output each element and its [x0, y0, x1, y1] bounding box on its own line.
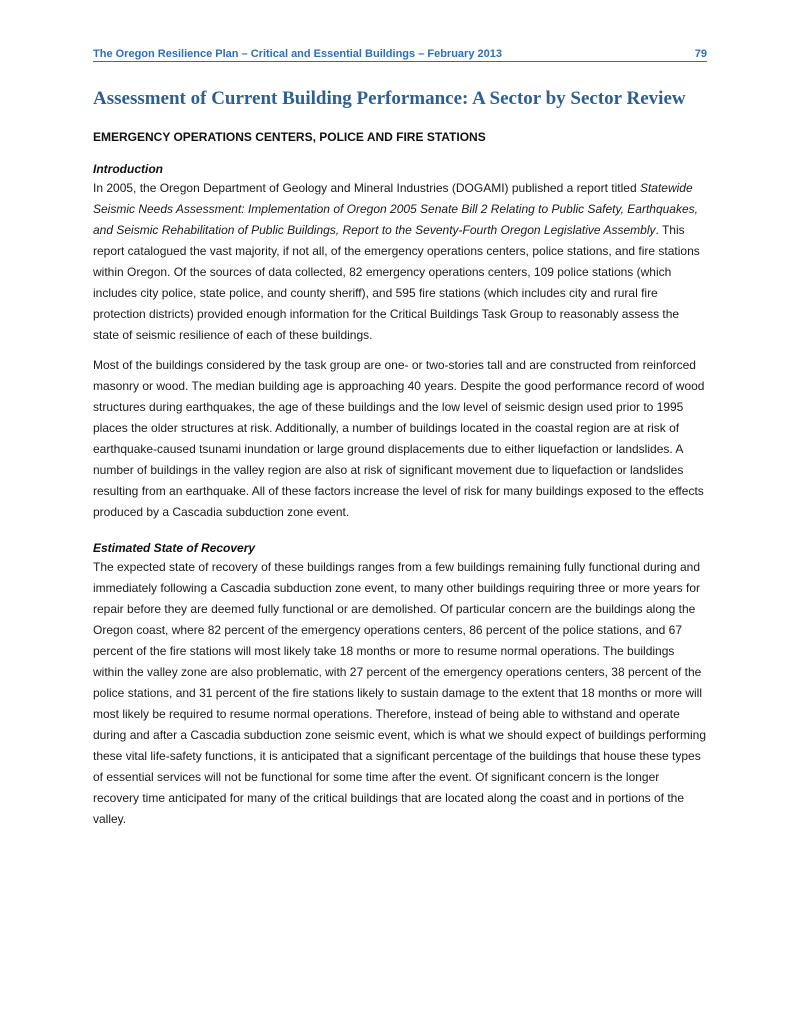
- running-header: [93, 48, 707, 62]
- page-title: Assessment of Current Building Performance: A Sector by Sector Review: [93, 88, 686, 109]
- introduction-paragraph-2: Most of the buildings considered by the task group are one- or two-stories tall and are constructed from reinforced masonry or wood. The median building age is approaching 40 years. Despite the good performance record of wood structures during earthquakes, the age of these buildings and the low level of seismic design used prior to 1995 places the older structures at risk. Additionally, a number of buildings located in the coastal region are at risk of earthquake-caused tsunami inundation or large ground displacements due to either liquefaction or landslides. A number of buildings in the valley region are also at risk of significant movement due to liquefaction or landslides resulting from an earthquake. All of these factors increase the level of risk for many buildings exposed to the effects produced by a Cascadia subduction zone event.: [93, 358, 705, 519]
- report-title: Statewide Seismic Needs Assessment: Implementation of Oregon 2005 Senate Bill 2 Relating to Public Safety, Earthquakes, and Seismic Rehabilitation of Public Buildings, Report to the Seventy-Fourth Oregon Legislative Assembly: [93, 181, 698, 237]
- recovery-heading: Estimated State of Recovery: [93, 541, 256, 555]
- introduction-paragraph-1-lead: In 2005, the Oregon Department of Geology and Mineral Industries (DOGAMI) published a report titled: [93, 181, 640, 195]
- document-page: [93, 48, 707, 839]
- introduction-paragraph-1-rest: . This report catalogued the vast majority, if not all, of the emergency operations centers, police stations, and fire stations within Oregon. Of the sources of data collected, 82 emergency operations centers, 109 police stations (which includes city police, state police, and county sheriff), and 595 fire stations (which includes city and rural fire protection districts) provided enough information for the Critical Buildings Task Group to reasonably assess the state of seismic resilience of each of these buildings.: [93, 223, 700, 342]
- running-header-title: The Oregon Resilience Plan – Critical and Essential Buildings – February 2013: [93, 48, 502, 60]
- page-number: 79: [694, 48, 707, 60]
- section-heading: EMERGENCY OPERATIONS CENTERS, POLICE AND FIRE STATIONS: [93, 130, 486, 144]
- recovery-paragraph-1: The expected state of recovery of these buildings ranges from a few buildings remaining fully functional during and immediately following a Cascadia subduction zone event, to many other buildings requiring three or more years for repair before they are deemed fully functional or are demolished. Of particular concern are the buildings along the Oregon coast, where 82 percent of the emergency operations centers, 86 percent of the police stations, and 67 percent of the fire stations will most likely take 18 months or more to resume normal operations. The buildings within the valley zone are also problematic, with 27 percent of the emergency operations centers, 38 percent of the police stations, and 31 percent of the fire stations likely to sustain damage to the extent that 18 months or more will most likely be required to resume normal operations. Therefore, instead of being able to withstand and operate during and after a Cascadia subduction zone seismic event, which is what we should expect of buildings performing these vital life-safety functions, it is anticipated that a significant percentage of the buildings that house these types of essential services will not be functional for some time after the event. Of significant concern is the longer recovery time anticipated for many of the critical buildings that are located along the coast and in portions of the valley.: [93, 560, 707, 826]
- introduction-paragraph-1: [93, 178, 707, 346]
- introduction-heading: Introduction: [93, 162, 163, 176]
